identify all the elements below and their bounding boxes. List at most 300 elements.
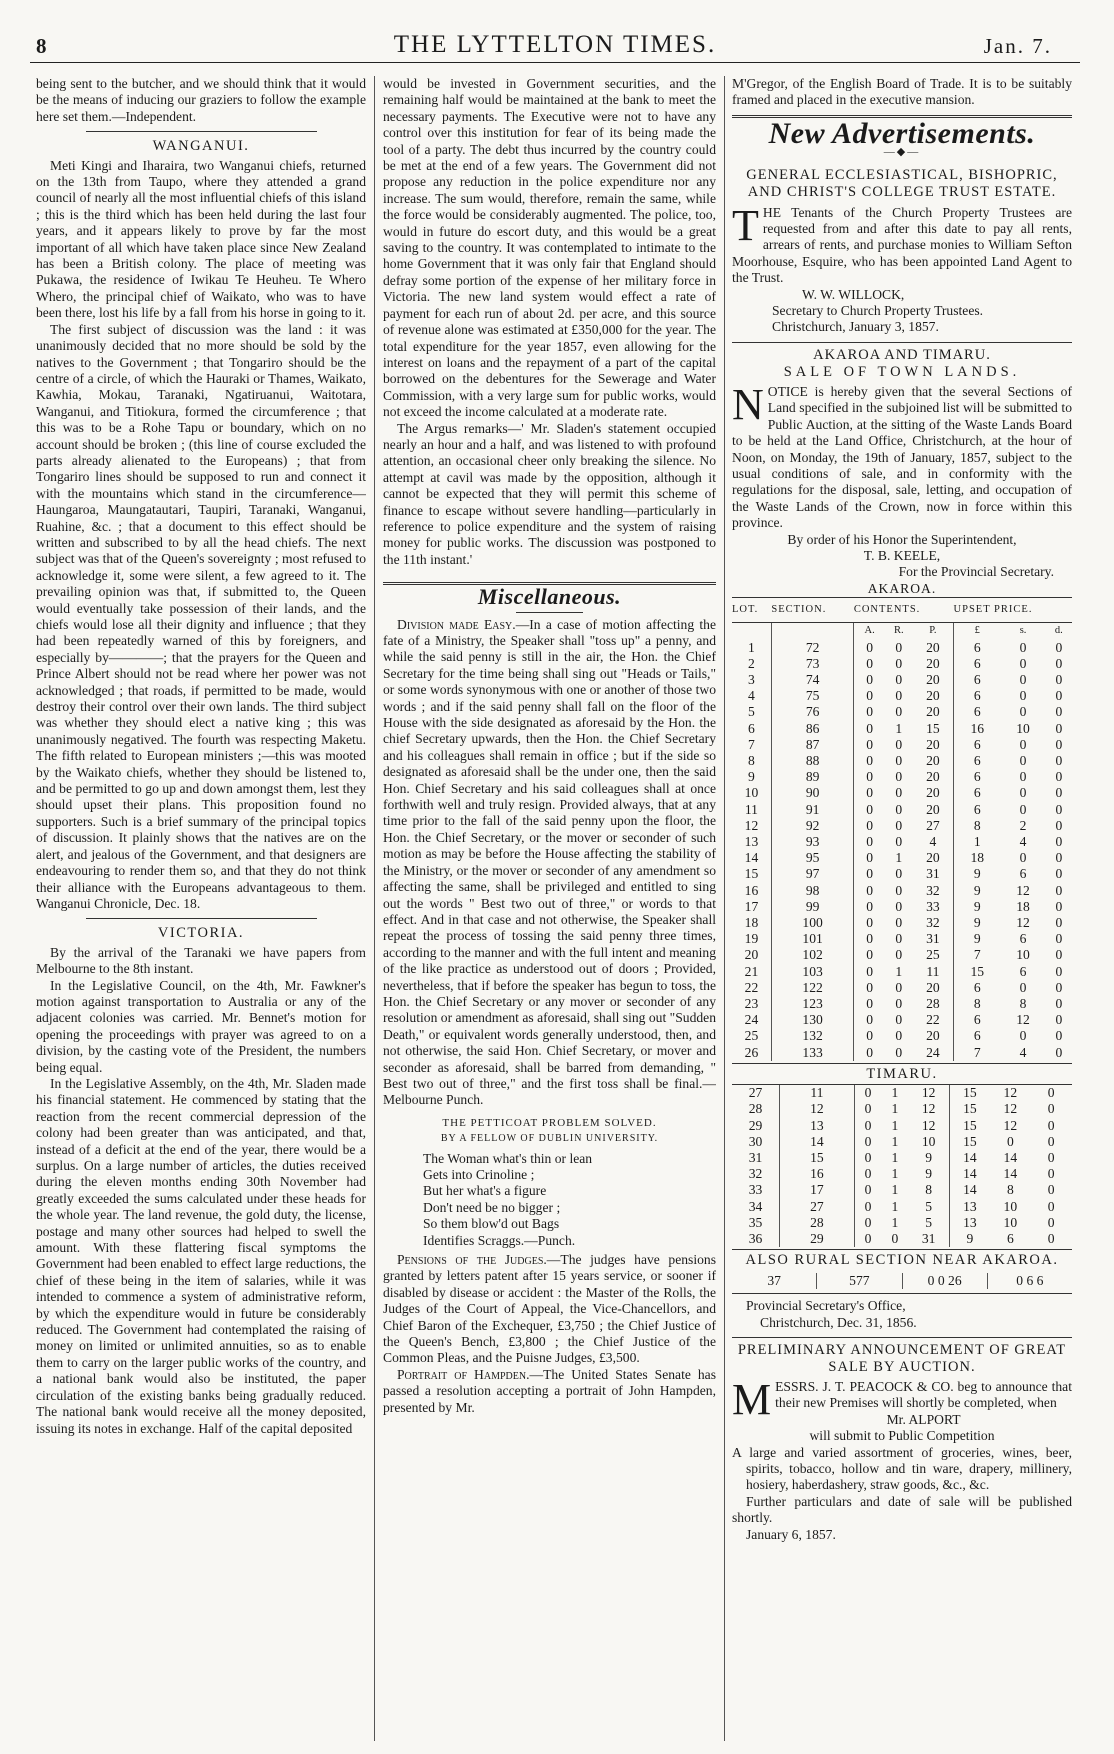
- lot-cell: 0: [854, 688, 885, 704]
- lot-cell: 0: [1047, 1133, 1055, 1149]
- lot-row: [732, 964, 1072, 980]
- lot-cell: 33: [732, 1182, 780, 1198]
- auction-advert: [732, 1342, 1072, 1543]
- advert-body: THE Tenants of the Church Property Trustees are requested from and after this date to pay all rents, arrears of rents, and purchase monies to William Sefton Moorhouse, Esquire, who has been appointed Land Agent to the Trust.: [732, 200, 1072, 286]
- lot-cell: 0: [854, 964, 885, 980]
- unit-label: A.: [854, 623, 885, 640]
- column-divider: [374, 76, 375, 1741]
- lot-cell: 0: [1019, 688, 1027, 704]
- lot-cell: 0: [1047, 1101, 1055, 1117]
- lot-row: [732, 640, 1072, 656]
- by-order: By order of his Honor the Superintendent,: [787, 531, 1017, 547]
- ornament: —◆—: [883, 146, 921, 159]
- lot-cell: 0: [1055, 1044, 1063, 1060]
- lot-cell: 1: [891, 1182, 899, 1198]
- lot-cell: 23: [732, 996, 771, 1012]
- lot-cell: 14: [949, 1166, 990, 1182]
- advert-body: NOTICE is hereby given that the several Sections of Land specified in the subjoined list will be submitted to Public Auction, at the sitting of the Waste Lands Board to be held at the Land Office, Christchurch, at the hour of Noon, on Monday, the 19th of January, 1857, subject to the usual conditions of sale, and in conformity with the regulations for the disposal, sale, letting, and occupation of the Waste Lands of the Crown, now in force within this province.: [732, 379, 1072, 531]
- lot-cell: 0: [1047, 1231, 1055, 1247]
- lot-cell: 31: [926, 866, 940, 882]
- lot-cell: 7: [732, 737, 771, 753]
- lot-cell: 0: [895, 915, 903, 931]
- lot-cell: 2: [732, 656, 771, 672]
- lot-cell: 32: [926, 915, 940, 931]
- lot-row: [732, 883, 1072, 899]
- lot-cell: 28: [926, 996, 940, 1012]
- lot-cell: 0: [1019, 655, 1027, 671]
- advert-heading: AKAROA AND TIMARU.: [813, 346, 991, 363]
- advert-body: MESSRS. J. T. PEACOCK & CO. beg to announce that their new Premises will shortly be completed, when: [732, 1374, 1072, 1424]
- lot-cell: 6: [1006, 1231, 1014, 1247]
- lot-cell: 8: [954, 996, 1001, 1012]
- lot-cell: 28: [810, 1214, 824, 1230]
- lot-cell: 1: [891, 1117, 899, 1133]
- lot-cell: 91: [805, 801, 820, 817]
- lot-cell: 22: [732, 980, 771, 996]
- lot-cell: 12: [1003, 1085, 1018, 1101]
- lot-row: [732, 704, 1072, 720]
- lot-row: [732, 721, 1072, 737]
- lot-cell: 0: [1055, 882, 1063, 898]
- lot-cell: 102: [802, 947, 823, 963]
- lot-cell: 1: [895, 850, 903, 866]
- lot-cell: 76: [805, 704, 820, 720]
- lot-cell: 0: [854, 753, 885, 769]
- lot-row: [732, 688, 1072, 704]
- lot-cell: 0: [895, 639, 903, 655]
- lot-cell: 15: [926, 720, 940, 736]
- verse-line: So them blow'd out Bags: [423, 1216, 560, 1232]
- lot-cell: 14: [1003, 1166, 1018, 1182]
- lot-cell: 0: [895, 947, 903, 963]
- lot-cell: 4: [732, 688, 771, 704]
- pensions-title: Pensions of the Judges.: [397, 1252, 547, 1268]
- lot-cell: 10: [732, 785, 771, 801]
- lot-cell: 90: [805, 785, 820, 801]
- column-divider: [724, 76, 725, 1741]
- will-submit: will submit to Public Competition: [809, 1428, 995, 1444]
- rural-label: ALSO RURAL SECTION NEAR AKAROA.: [732, 1249, 1072, 1270]
- lot-cell: 12: [810, 1101, 824, 1117]
- pensions-paragraph: [383, 1252, 716, 1367]
- lot-cell: 0: [1047, 1150, 1055, 1166]
- verse-line: But her what's a figure: [423, 1183, 547, 1199]
- lot-cell: 0: [1047, 1214, 1055, 1230]
- miscellaneous-heading: Miscellaneous.: [477, 584, 622, 610]
- lot-cell: 15: [810, 1150, 824, 1166]
- lot-cell: 5: [732, 704, 771, 720]
- lot-row: [732, 1134, 1072, 1150]
- lot-cell: 27: [732, 1085, 780, 1101]
- verse: [383, 1151, 716, 1249]
- lot-cell: 10: [1016, 720, 1030, 736]
- column-2: [383, 76, 716, 1741]
- lot-cell: 0: [1055, 947, 1063, 963]
- lot-cell: 33: [926, 898, 940, 914]
- lot-cell: 0: [854, 899, 885, 915]
- lot-cell: 9: [949, 1231, 990, 1247]
- lot-row: [732, 1199, 1072, 1215]
- lot-cell: 72: [805, 639, 820, 655]
- lot-cell: 6: [954, 656, 1001, 672]
- lot-cell: 22: [926, 1012, 940, 1028]
- lot-cell: 103: [802, 963, 823, 979]
- lot-cell: 0: [895, 801, 903, 817]
- lot-row: [732, 931, 1072, 947]
- lot-cell: 0: [854, 1134, 881, 1150]
- division-paragraph: [383, 617, 716, 1109]
- lot-row: [732, 1215, 1072, 1231]
- lot-cell: 6: [954, 753, 1001, 769]
- lot-row: [732, 850, 1072, 866]
- lot-cell: 20: [926, 850, 940, 866]
- lot-cell: 20: [926, 979, 940, 995]
- lot-cell: 0: [854, 1150, 881, 1166]
- lot-cell: 20: [926, 736, 940, 752]
- lot-cell: 0: [1055, 736, 1063, 752]
- lot-cell: 20: [926, 801, 940, 817]
- lot-cell: 97: [805, 866, 820, 882]
- lot-cell: 16: [954, 721, 1001, 737]
- lot-cell: 1: [891, 1214, 899, 1230]
- lot-cell: 15: [732, 866, 771, 882]
- lot-cell: 0: [895, 898, 903, 914]
- lot-cell: 0: [895, 834, 903, 849]
- division-text: —In a case of motion affecting the fate of a Ministry, the Speaker shall "toss up" a penny, and while the said penny is still in the air, the Hon. the Chief Secretary for the time being shall sing out "Heads or Tails," or some words synonymous with one or another of those two words ; and if the said penny shall fall on the floor of the House with the side designated as aforesaid by the Hon. the chief Secretary upwards, then the Hon. the Chief Secretary and his colleagues shall remain in office ; but if the side so designated as aforesaid shall be the under one, then the said Hon. Chief Secretary and his said colleagues shall at once forthwith well and truly resign. Provided always, that at any time prior to the fall of the said penny upon the floor, the Hon. the Chief Secretary, or the mover or seconder of such motion as may be before the House affecting the stability of the Ministry, or the mover or seconder of any amendment so affecting the same, shall be privileged and entitled to sing out the words " Best two out of three," or words to that effect. And in that case and not otherwise, the Speaker shall repeat the process of tossing the said penny three times, according to the manner and with the full intent and meaning of the like practice as understood out of doors ; Provided, nevertheless, that if before the speaker has begun to toss, the Hon. the Chief Secretary or any mover or seconder of any resolution or amendment as aforesaid, shall sing out "Sudden Death," or equivalent words generally understood, then, and not otherwise, the said Hon. Chief Secretary, or mover and seconder as aforesaid, shall be barred from demanding, " Best two out of three," and the first toss shall be final.—Melbourne Punch.: [383, 616, 716, 1108]
- pensions-text: —The judges have pensions granted by letters patent after 15 years service, or sooner if disabled by disease or accident : the Master of the Rolls, the Judges of the Court of Appeal, the Vice-Chancellors, and Chief Baron of the Exchequer, £3,750 ; the Chief Justice of the Queen's Bench, £3,800 ; the Chief Justice of the Common Pleas, and the Puisne Judges, £3,500.: [383, 1252, 716, 1366]
- lot-cell: 0: [1006, 1133, 1014, 1149]
- lot-row: [732, 899, 1072, 915]
- lot-cell: 1: [891, 1101, 899, 1117]
- lot-cell: 8: [1019, 996, 1027, 1012]
- lot-cell: 0: [1055, 898, 1063, 914]
- goods-list: A large and varied assortment of groceries, wines, beer, spirits, tobacco, hollow and tin ware, drapery, millinery, hosiery, haberdashery, straw goods, &c., &c.: [732, 1444, 1072, 1493]
- lot-cell: 15: [954, 964, 1001, 980]
- lot-cell: 123: [802, 996, 823, 1012]
- lot-cell: 0: [854, 785, 885, 801]
- lot-cell: 0: [1047, 1085, 1055, 1101]
- lot-cell: 0: [895, 736, 903, 752]
- article-continuation: M'Gregor, of the English Board of Trade. It is to be suitably framed and placed in the executive mansion.: [732, 76, 1072, 108]
- lot-cell: 2: [1019, 817, 1027, 833]
- rural-cell: 0 0 26: [902, 1273, 987, 1289]
- lot-cell: 74: [805, 671, 820, 687]
- lot-cell: 0: [895, 979, 903, 995]
- lot-cell: 12: [921, 1117, 936, 1133]
- lot-cell: 0: [1055, 996, 1063, 1012]
- lot-cell: 6: [954, 1028, 1001, 1044]
- wanganui-paragraph: Meti Kingi and Iharaira, two Wanganui chiefs, returned on the 13th from Taupo, where they attended a grand council of nearly all the most influential chiefs of this island ; this is the third which has been held during the last four years, and it appears likely to prove by far the most important of all which have taken place since New Zealand has been a British colony. The place of meeting was Pukawa, the residence of Iwikau Te Heuheu. Te Whero Whero, the principal chief of Waikato, who was to have been there, lost his life by a fall from his horse in going to it.: [36, 157, 366, 321]
- lot-cell: 0: [891, 1231, 899, 1247]
- lot-cell: 1: [891, 1085, 899, 1101]
- lot-cell: 13: [949, 1199, 990, 1215]
- lot-cell: 1: [732, 640, 771, 656]
- lot-cell: 19: [732, 931, 771, 947]
- lot-cell: 20: [926, 639, 940, 655]
- lot-cell: 6: [1019, 931, 1027, 947]
- lot-cell: 0: [854, 1028, 885, 1044]
- lot-cell: 20: [926, 785, 940, 801]
- lot-cell: 122: [802, 979, 823, 995]
- section-rule: [86, 918, 317, 919]
- lot-cell: 101: [802, 931, 823, 947]
- lot-cell: 0: [854, 672, 885, 688]
- advert-signer: T. B. KEELE,: [863, 547, 941, 563]
- lot-cell: 32: [732, 1166, 780, 1182]
- lot-cell: 0: [854, 850, 885, 866]
- lot-cell: 0: [1055, 720, 1063, 736]
- lot-cell: 0: [854, 883, 885, 899]
- lot-cell: 130: [802, 1012, 823, 1028]
- advert-signer-title: Secretary to Church Property Trustees.: [772, 303, 984, 319]
- lot-cell: 86: [805, 720, 820, 736]
- lot-cell: 15: [949, 1118, 990, 1134]
- office-line: Provincial Secretary's Office,: [746, 1298, 906, 1314]
- portrait-text: —The United States Senate has passed a resolution accepting a portrait of John Hampden, presented by Mr.: [383, 1366, 716, 1415]
- division-title: Division made Easy.: [397, 616, 516, 632]
- lot-cell: 0: [1019, 639, 1027, 655]
- lot-cell: 8: [1006, 1182, 1014, 1198]
- lot-cell: 1: [891, 1133, 899, 1149]
- lot-cell: 11: [732, 802, 771, 818]
- lot-row: [732, 980, 1072, 996]
- lot-cell: 7: [954, 947, 1001, 963]
- victoria-paragraph: By the arrival of the Taranaki we have papers from Melbourne to the 8th instant.: [36, 944, 366, 977]
- lot-row: [732, 1085, 1072, 1101]
- lot-cell: 6: [1019, 963, 1027, 979]
- lot-cell: 75: [805, 688, 820, 704]
- lot-cell: 0: [854, 1199, 881, 1215]
- lot-cell: 34: [732, 1199, 780, 1215]
- verse-line: Don't need be no bigger ;: [423, 1199, 561, 1215]
- lot-cell: 7: [954, 1045, 1001, 1061]
- lot-row: [732, 1166, 1072, 1182]
- lots-table: [732, 597, 1072, 1061]
- lot-cell: 133: [802, 1044, 823, 1060]
- lot-cell: 31: [926, 931, 940, 947]
- lot-cell: 12: [1003, 1117, 1018, 1133]
- lot-cell: 20: [926, 769, 940, 785]
- column-3: [732, 76, 1072, 1741]
- lot-cell: 4: [929, 834, 937, 849]
- advert-signer-title: For the Provincial Secretary.: [898, 564, 1054, 580]
- lot-cell: 0: [895, 931, 903, 947]
- lot-cell: 18: [954, 850, 1001, 866]
- lot-cell: 0: [854, 996, 885, 1012]
- lot-cell: 0: [1055, 915, 1063, 931]
- timaru-label: TIMARU.: [732, 1063, 1072, 1085]
- lot-cell: 29: [732, 1118, 780, 1134]
- lot-cell: 0: [895, 671, 903, 687]
- timaru-rows: [732, 1085, 1072, 1247]
- section-rule: [516, 612, 583, 613]
- victoria-heading: VICTORIA.: [157, 925, 245, 942]
- lot-row: [732, 915, 1072, 931]
- victoria-paragraph: In the Legislative Council, on the 4th, Mr. Fawkner's motion against transportation to Australia or any of the adjacent colonies was carried. Mr. Bennet's motion for opening the proceedings with prayer was agreed to on a division, by the casting vote of the President, the numbers being equal.: [36, 977, 366, 1075]
- lot-cell: 29: [810, 1231, 824, 1247]
- lot-cell: 0: [854, 1215, 881, 1231]
- article-continuation: would be invested in Government securities, and the remaining half would be maintained at the bank to meet the necessary payments. The Executive were not to have any control over this institution for fear of its being made the tool of a party. The debt thus incurred by the country could be met at the end of a few years. The Government did not propose any reduction in the police expenditure nor any increase. The sum would, therefore, remain the same, while the force would be considerably augmented. The police, too, would in future do escort duty, and this would be a great saving to the country. It was contemplated to intimate to the home Government that it was only fair that England should defray some portion of the expense of her military force in Victoria. The new land system would effect a rate of payment for each run of about 2d. per acre, and this source of revenue alone was estimated at £350,000 for the year. The total expenditure for the year 1857, even allowing for the interest on loans and the repayment of a part of the capital borrowed on the debentures for the Sewerage and Water Commission, with a very large sum for public works, would not exceed the income calculated at a moderate rate.: [383, 76, 716, 420]
- unit-label: s.: [1019, 625, 1027, 637]
- lot-cell: 0: [1019, 785, 1027, 801]
- lot-cell: 12: [1016, 882, 1030, 898]
- victoria-paragraph: In the Legislative Assembly, on the 4th, Mr. Sladen made his financial statement. He commenced by stating that the reaction from the recent commercial depression of the colony had been greater than was anticipated, and that, instead of a deficit at the end of the year, there would be a surplus. On a large number of articles, the duties received during the eleven months ending 30th November had greatly exceeded the sums calculated under these heads for the whole year. The land revenue, the gold duty, the license, postage and many other sources had helped to swell the amount. With these flattering fiscal symptoms the Government had been enabled to effect large reductions, the chief of these being in the item of salaries, while it was intended to commence a system of administrative reform, by which the expenditure would in future be considerably reduced. The Government had contemplated the raising of money on limited or unlimited annuities, so as to enable them to carry on the larger public works of the country, and a national bank would also be instituted, the paper circulation of the existing banks being gradually reduced. The national bank would receive all the money deposited, issuing its notes in exchange. Half of the capital deposited: [36, 1075, 366, 1436]
- lot-row: [732, 834, 1072, 850]
- newspaper-title: THE LYTTELTON TIMES.: [393, 31, 717, 58]
- rural-cell: 37: [767, 1272, 781, 1288]
- lot-cell: 0: [1019, 850, 1027, 866]
- lot-cell: 8: [925, 1182, 933, 1198]
- lot-cell: 27: [926, 817, 940, 833]
- lot-row: [732, 1045, 1072, 1061]
- lot-cell: 0: [854, 1085, 881, 1101]
- lot-cell: 13: [732, 834, 771, 850]
- lot-cell: 1: [895, 963, 903, 979]
- wanganui-paragraph: The first subject of discussion was the land : it was unanimously decided that no more should be sold by the natives to the Government ; that Tongariro should be the centre of a circle, of which the Hauraki or Thames, Waikato, Kawhia, Mokau, Taranaki, Ngatiruanui, Waitotara, Wanganui, and Titiokura, formed the circumference ; that this was to be a Rohe Tapu or boundary, which on no account should be broken ; (this line of course excluded the parts already alienated to the Europeans) ; that from Tongariro lines should be supposed to run and connect it with the mountains which stand in the circumference—Haungaroa, Maungatautari, Taupiri, Taranaki, Wanganui, Ruahine, &c. ; that a document to this effect should be written and subscribed to by all the head chiefs. The next subject was that of the Queen's sovereignty ; most refused to acknowledge it, some were silent, a few agreed to it. The prevailing opinion was that, if submitted to, the Queen would eventually take possession of their lands, and the chiefs would lose all their dignity and influence ; that they had been repeatedly warned of this by foreigners, and especially by————; that the prayers for the Queen and Prince Albert should not be read where her power was not acknowledged ; that roads, if permitted to be made, would destroy their control over their own lands. The third subject was whether they should elect a native king ; this was unanimously negatived. The fourth was respecting Maketu. The fifth related to European ministers ;—this was mooted by the Waikato chiefs, whether they should be listened to, and be permitted to go up and down amongst them, lest they should upset their plans. This proposition found no supporters. Such is a brief summary of the principal topics of discussion. It plainly shows that the natives are on the alert, and jealous of the Government, and that designers are endeavouring to render them so, and that they do not think their alliance with the Europeans advantageous to them. Wanganui Chronicle, Dec. 18.: [36, 321, 366, 911]
- lot-cell: 9: [954, 899, 1001, 915]
- lot-row: [732, 753, 1072, 769]
- lot-cell: 0: [1055, 817, 1063, 833]
- lot-cell: 6: [954, 672, 1001, 688]
- lot-cell: 9: [925, 1150, 933, 1166]
- lot-cell: 30: [732, 1134, 780, 1150]
- lot-cell: 6: [954, 785, 1001, 801]
- new-advertisements-heading: New Advertisements.: [768, 116, 1036, 150]
- lot-cell: 93: [805, 834, 820, 849]
- lot-cell: 73: [805, 655, 820, 671]
- lot-cell: 12: [1016, 1012, 1030, 1028]
- lot-cell: 9: [925, 1166, 933, 1182]
- lot-cell: 20: [926, 1028, 940, 1044]
- lot-cell: 0: [1055, 671, 1063, 687]
- lot-cell: 20: [926, 704, 940, 720]
- lot-cell: 0: [895, 996, 903, 1012]
- lot-cell: 0: [854, 640, 885, 656]
- office-date: Christchurch, Dec. 31, 1856.: [760, 1314, 917, 1330]
- lot-cell: 9: [954, 883, 1001, 899]
- lot-cell: 27: [810, 1198, 824, 1214]
- lot-row: [732, 1182, 1072, 1198]
- lot-cell: 12: [921, 1101, 936, 1117]
- lot-row: [732, 866, 1072, 882]
- lot-cell: 0: [1055, 850, 1063, 866]
- column-header: CONTENTS.: [854, 598, 954, 623]
- lot-cell: 6: [954, 688, 1001, 704]
- lot-cell: 16: [732, 883, 771, 899]
- page-number: 8: [36, 34, 47, 58]
- lot-cell: 0: [1055, 655, 1063, 671]
- lot-cell: 4: [1019, 1044, 1027, 1060]
- lot-row: [732, 1150, 1072, 1166]
- lot-cell: 0: [1055, 1012, 1063, 1028]
- auctioneer-name: Mr. ALPORT: [886, 1411, 961, 1427]
- lot-cell: 92: [805, 817, 820, 833]
- lot-row: [732, 737, 1072, 753]
- lot-cell: 132: [802, 1028, 823, 1044]
- lot-cell: 99: [805, 898, 820, 914]
- section-rule: [732, 1337, 1072, 1338]
- lot-cell: 0: [1055, 801, 1063, 817]
- lot-cell: 31: [921, 1231, 936, 1247]
- lot-cell: 14: [949, 1150, 990, 1166]
- akaroa-label: AKAROA.: [867, 580, 937, 596]
- lot-cell: 0: [1055, 769, 1063, 785]
- lot-cell: 0: [854, 1101, 881, 1117]
- portrait-paragraph: [383, 1367, 716, 1416]
- lot-row: [732, 802, 1072, 818]
- lot-cell: 24: [732, 1012, 771, 1028]
- lot-cell: 0: [854, 931, 885, 947]
- lot-cell: 9: [954, 915, 1001, 931]
- lot-row: [732, 672, 1072, 688]
- lot-cell: 13: [949, 1215, 990, 1231]
- lot-cell: 0: [1019, 979, 1027, 995]
- lot-cell: 9: [732, 769, 771, 785]
- lot-cell: 8: [732, 753, 771, 769]
- lot-cell: 0: [1055, 1028, 1063, 1044]
- lot-cell: 0: [1055, 688, 1063, 704]
- lot-cell: 1: [895, 720, 903, 736]
- lot-cell: 20: [732, 947, 771, 963]
- lot-cell: 9: [954, 866, 1001, 882]
- petticoat-title: THE PETTICOAT PROBLEM SOLVED.: [442, 1116, 657, 1129]
- lot-cell: 21: [732, 964, 771, 980]
- lot-cell: 0: [1019, 736, 1027, 752]
- lot-cell: 14: [732, 850, 771, 866]
- lot-cell: 0: [895, 817, 903, 833]
- lot-cell: 0: [1047, 1182, 1055, 1198]
- lot-row: [732, 656, 1072, 672]
- lot-cell: 0: [895, 752, 903, 768]
- lot-cell: 1: [891, 1198, 899, 1214]
- lot-row: [732, 996, 1072, 1012]
- verse-line: The Woman what's thin or lean: [423, 1150, 593, 1166]
- lot-cell: 6: [954, 704, 1001, 720]
- lot-cell: 87: [805, 736, 820, 752]
- lot-cell: 35: [732, 1215, 780, 1231]
- lot-cell: 10: [1003, 1214, 1018, 1230]
- lot-cell: 0: [854, 1118, 881, 1134]
- lot-cell: 6: [954, 769, 1001, 785]
- unit-label: P.: [929, 625, 937, 637]
- lot-cell: 20: [926, 671, 940, 687]
- lot-cell: 25: [926, 947, 940, 963]
- lot-row: [732, 785, 1072, 801]
- lot-cell: 98: [805, 882, 820, 898]
- masthead: [30, 28, 1080, 63]
- argus-paragraph: The Argus remarks—' Mr. Sladen's statement occupied nearly an hour and a half, and was listened to with profound attention, an occasional cheer only breaking the silence. No attempt at cavil was made by the opposition, although it cannot be expected that they will permit this scheme of finance to escape without severe handling—particularly in reference to police expenditure and the system of raising money for public works. The discussion was postponed to the 11th instant.': [383, 420, 716, 567]
- lot-cell: 11: [810, 1085, 824, 1101]
- lot-cell: 3: [732, 672, 771, 688]
- lot-cell: 0: [1055, 979, 1063, 995]
- drop-cap: N: [732, 379, 764, 429]
- lot-cell: 0: [854, 980, 885, 996]
- advert-date: January 6, 1857.: [746, 1526, 836, 1542]
- lot-cell: 17: [732, 899, 771, 915]
- unit-label: £: [954, 623, 1001, 640]
- lot-cell: 0: [854, 656, 885, 672]
- lot-cell: 10: [1016, 947, 1030, 963]
- lot-cell: 0: [895, 1044, 903, 1060]
- lot-row: [732, 1231, 1072, 1247]
- lot-cell: 6: [954, 737, 1001, 753]
- unit-label: R.: [893, 625, 904, 637]
- lot-cell: 0: [854, 1231, 881, 1247]
- lot-cell: 0: [854, 818, 885, 834]
- lot-cell: 13: [810, 1117, 824, 1133]
- lot-cell: 0: [1047, 1117, 1055, 1133]
- lot-cell: 11: [926, 963, 940, 979]
